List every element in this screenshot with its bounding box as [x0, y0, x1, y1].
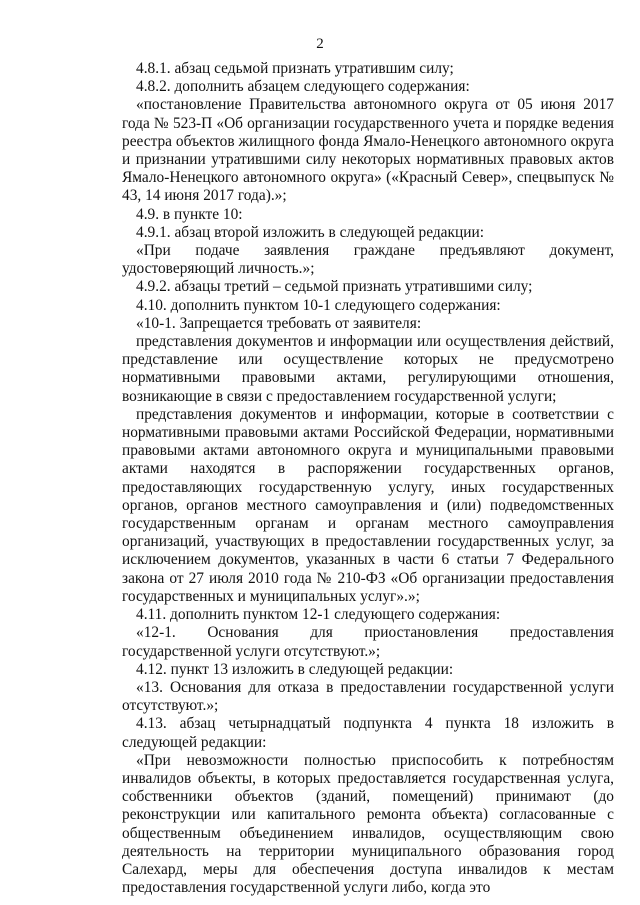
paragraph: «При подаче заявления граждане предъявляют документ, удостоверяющий личность.»;: [122, 242, 614, 278]
paragraph: 4.8.1. абзац седьмой признать утратившим силу;: [136, 60, 454, 77]
paragraph: представления документов и информации или осуществления действий, представление или осуществление которых не предусмотрено нормативными правовыми актами, регулирующими отношения, возникающие в связи с предоставлением государственной услуги;: [122, 333, 614, 405]
paragraph: 4.8.2. дополнить абзацем следующего содержания:: [136, 78, 470, 96]
document-body: [122, 60, 614, 897]
paragraph: 4.9.1. абзац второй изложить в следующей редакции:: [136, 223, 484, 241]
paragraph: 4.11. дополнить пунктом 12-1 следующего содержания:: [136, 606, 501, 624]
paragraph: «10-1. Запрещается требовать от заявителя:: [136, 314, 422, 332]
paragraph: 4.12. пункт 13 изложить в следующей редакции:: [136, 660, 454, 678]
paragraph: 4.9.2. абзацы третий – седьмой признать утратившими силу;: [136, 278, 533, 296]
paragraph: «При невозможности полностью приспособить к потребностям инвалидов объекты, в которых предоставляется государственная услуга, собственники объектов (зданий, помещений) принимают (до реконструкции или капитального ремонта объекта) согласованные с общественным объединением инвалидов, осуществляющим свою деятельность на территории муниципального образования город Салехард, меры для обеспечения доступа инвалидов к местам предоставления государственной услуги либо, когда это: [122, 751, 614, 897]
paragraph: «постановление Правительства автономного округа от 05 июня 2017 года № 523-П «Об организации государственного учета и порядке ведения реестра объектов жилищного фонда Ямало-Ненецкого автономного округа и признании утратившими силу некоторых нормативных правовых актов Ямало-Ненецкого автономного округа» («Красный Север», спецвыпуск № 43, 14 июня 2017 года).»;: [122, 96, 614, 205]
paragraph: 4.9. в пункте 10:: [136, 205, 243, 223]
paragraph: «12-1. Основания для приостановления предоставления государственной услуги отсутствуют.»;: [122, 624, 614, 660]
paragraph: «13. Основания для отказа в предоставлении государственной услуги отсутствуют.»;: [122, 678, 614, 715]
paragraph: 4.13. абзац четырнадцатый подпункта 4 пункта 18 изложить в следующей редакции:: [122, 715, 614, 751]
paragraph: 4.10. дополнить пунктом 10-1 следующего содержания:: [136, 296, 501, 314]
page-number: 2: [316, 36, 324, 52]
paragraph: представления документов и информации, которые в соответствии с нормативными правовыми актами Российской Федерации, нормативными правовыми актами автономного округа и муниципальными правовыми актами находятся в распоряжении государственных органов, предоставляющих государственную услугу, иных государственных органов, органов местного самоуправления и (или) подведомственных государственным органам и органам местного самоуправления организаций, участвующих в предоставлении государственных услуг, за исключением документов, указанных в части 6 статьи 7 Федерального закона от 27 июля 2010 года № 210-ФЗ «Об организации предоставления государственных и муниципальных услуг».»;: [122, 405, 614, 605]
